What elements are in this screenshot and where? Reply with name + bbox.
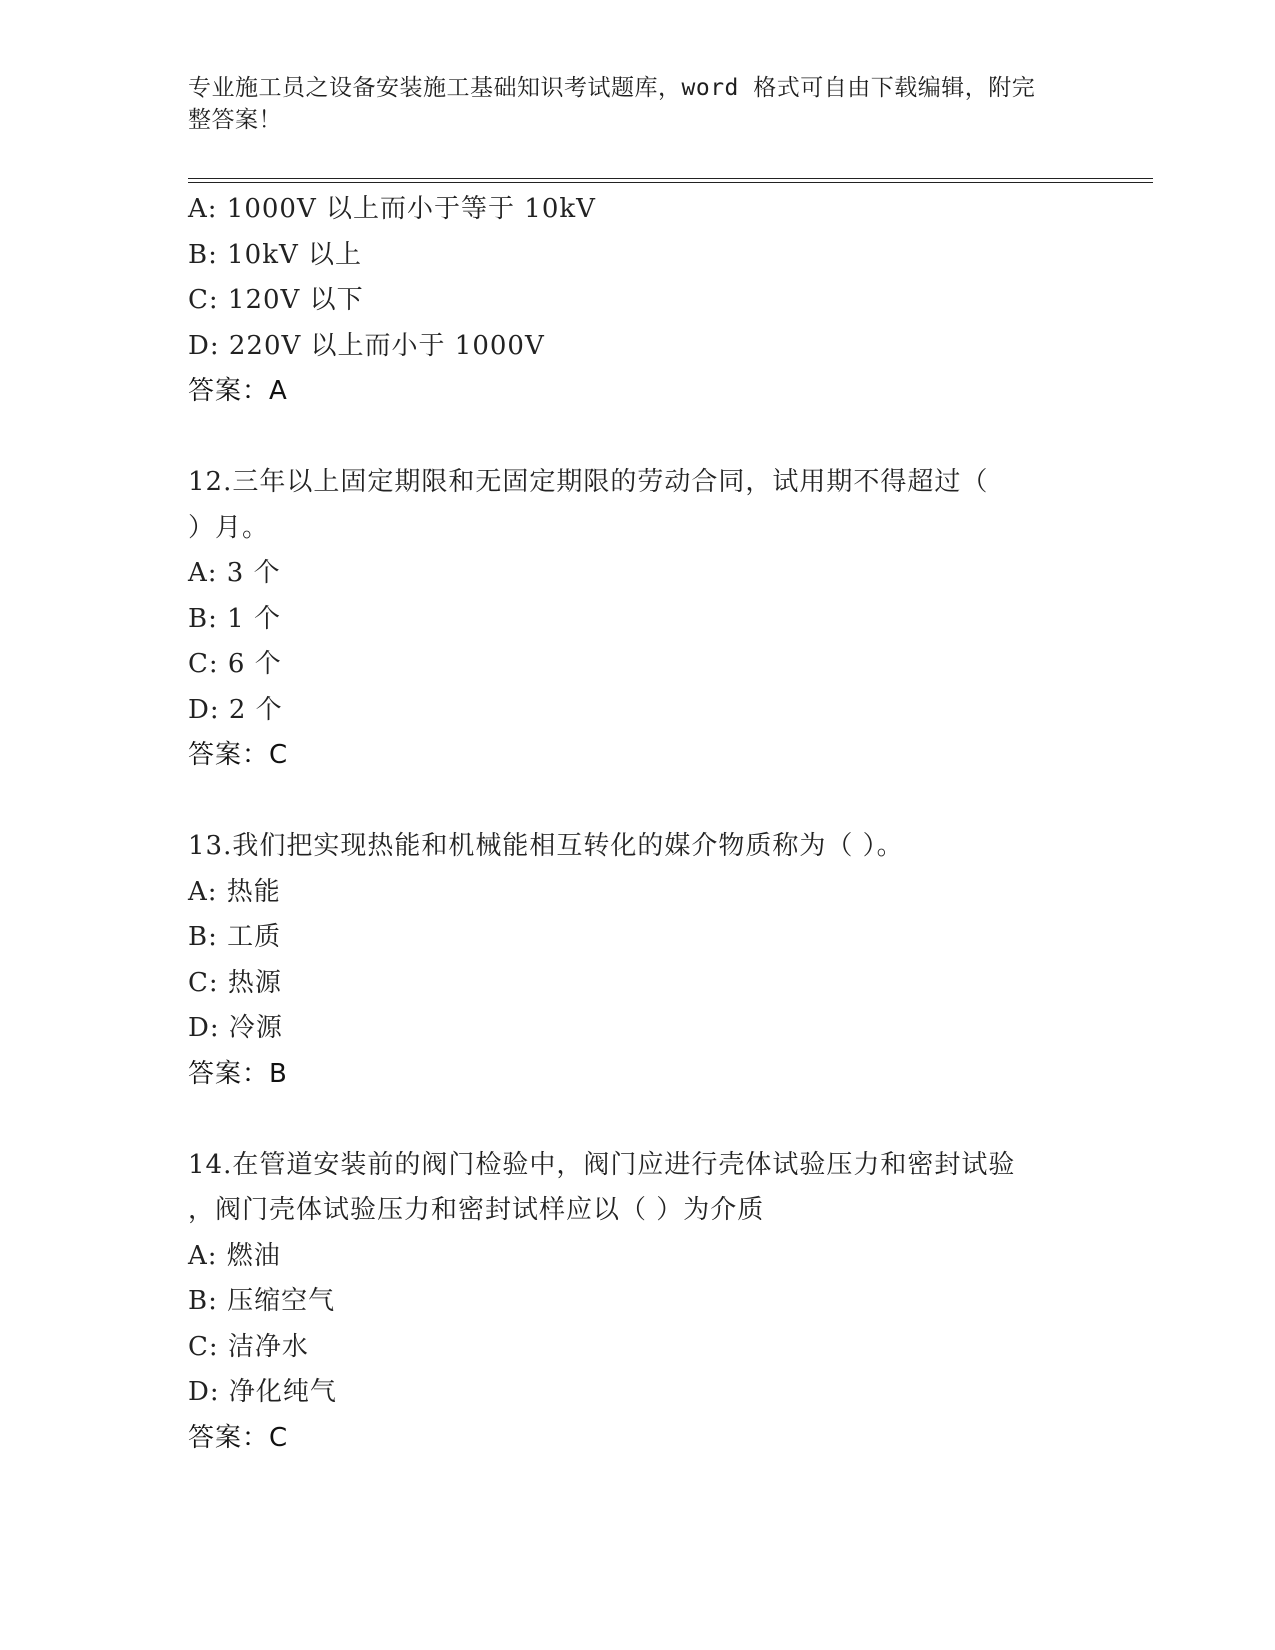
document-header: [188, 72, 1088, 136]
option-d: D: 2 个: [188, 694, 283, 725]
question-14: [188, 1143, 1088, 1462]
answer-label: 答案：A: [188, 376, 288, 406]
question-stem-continued: ，阀门壳体试验压力和密封试样应以（ ）为介质: [188, 1195, 765, 1225]
question-stem: 13.我们把实现热能和机械能相互转化的媒介物质称为（ ）。: [188, 831, 904, 861]
header-line-2: 整答案！: [188, 107, 282, 133]
spacer: [188, 415, 1088, 461]
option-a: A: 热能: [188, 876, 281, 907]
question-11: [188, 187, 1088, 415]
option-d: D: 冷源: [188, 1013, 283, 1043]
question-12: [188, 460, 1088, 779]
question-stem-continued: ）月。: [188, 512, 270, 543]
option-c: C: 6 个: [188, 649, 282, 679]
answer-label: 答案：B: [188, 1058, 288, 1089]
answer-label: 答案：C: [188, 740, 289, 770]
option-a: A: 3 个: [188, 558, 281, 588]
question-stem: 14.在管道安装前的阀门检验中，阀门应进行壳体试验压力和密封试验: [188, 1149, 1016, 1180]
option-b: B: 1 个: [188, 603, 281, 634]
question-stem: 12.三年以上固定期限和无固定期限的劳动合同，试用期不得超过（: [188, 467, 989, 497]
question-13: [188, 824, 1088, 1097]
header-divider-bottom: [188, 182, 1153, 183]
header-line-1: 专业施工员之设备安装施工基础知识考试题库，word 格式可自由下载编辑，附完: [188, 75, 1036, 101]
option-c: C: 120V 以下: [188, 285, 364, 315]
option-b: B: 压缩空气: [188, 1286, 336, 1316]
option-d: D: 净化纯气: [188, 1377, 337, 1407]
option-b: B: 工质: [188, 922, 282, 952]
answer-label: 答案：C: [188, 1422, 289, 1453]
option-c: C: 洁净水: [188, 1331, 309, 1362]
spacer: [188, 779, 1088, 825]
option-b: B: 10kV 以上: [188, 239, 363, 270]
option-c: C: 热源: [188, 967, 282, 998]
spacer: [188, 1097, 1088, 1143]
question-list: [188, 187, 1088, 1461]
header-divider-top: [188, 178, 1153, 179]
option-d: D: 220V 以上而小于 1000V: [188, 330, 545, 361]
option-a: A: 燃油: [188, 1240, 281, 1271]
option-a: A: 1000V 以上而小于等于 10kV: [188, 194, 596, 224]
